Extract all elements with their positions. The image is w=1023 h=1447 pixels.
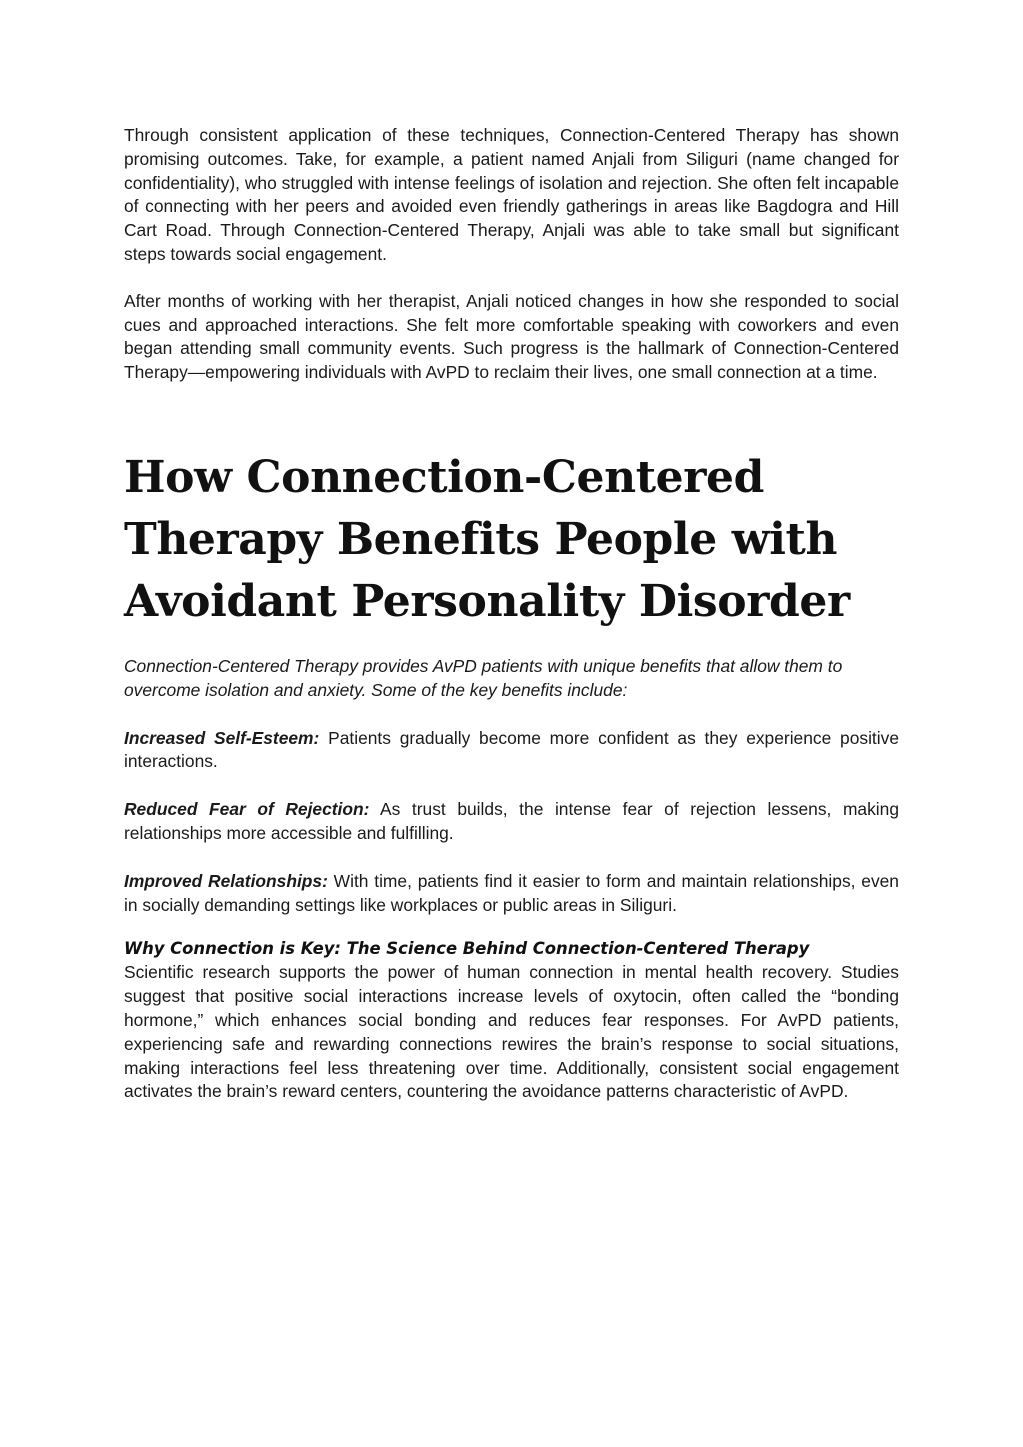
benefit-term: Improved Relationships: [124, 870, 328, 891]
benefit-fear-of-rejection [124, 798, 899, 846]
body-paragraph-anjali-case: Through consistent application of these techniques, Connection-Centered Therapy has shown promising outcomes. Take, for example, a patient named Anjali from Siliguri (name changed for confidentiality), who struggled with intense feelings of isolation and rejection. She often felt incapable of connecting with her peers and avoided even friendly gatherings in areas like Bagdogra and Hill Cart Road. Through Connection-Centered Therapy, Anjali was able to take small but significant steps towards social engagement. [124, 125, 899, 264]
section-intro: Connection-Centered Therapy provides AvPD patients with unique benefits that allow them to overcome isolation and anxiety. Some of the key benefits include: [124, 655, 843, 700]
benefit-term: Reduced Fear of Rejection: [124, 799, 370, 820]
benefit-term: Increased Self-Esteem: [124, 727, 320, 748]
science-subheading: Why Connection is Key: The Science Behind Connection-Centered Therapy [124, 939, 810, 959]
benefit-text: As trust builds, the intense fear of rejection lessens, making relationships more accessible and fulfilling. [124, 799, 900, 843]
science-paragraph: Scientific research supports the power of human connection in mental health recovery. Studies suggest that positive social interactions increase levels of oxytocin, often called the “bonding hormone,” which enhances social bonding and reduces fear responses. For AvPD patients, experiencing safe and rewarding connections rewires the brain’s response to social situations, making interactions feel less threatening over time. Additionally, consistent social engagement activates the brain’s reward centers, countering the avoidance patterns characteristic of AvPD. [124, 962, 899, 1102]
benefit-text: With time, patients find it easier to form and maintain relationships, even in socially demanding settings like workplaces or public areas in Siliguri. [124, 870, 899, 915]
benefit-text: Patients gradually become more confident as they experience positive interactions. [124, 727, 899, 772]
section-heading: How Connection-Centered Therapy Benefits People with Avoidant Personality Disorder [124, 451, 850, 627]
benefit-relationships [124, 870, 899, 918]
body-paragraph-progress: After months of working with her therapist, Anjali noticed changes in how she responded to social cues and approached interactions. She felt more comfortable speaking with coworkers and even began attending small community events. Such progress is the hallmark of Connection-Centered Therapy—empowering individuals with AvPD to reclaim their lives, one small connection at a time. [124, 290, 899, 383]
benefit-self-esteem [124, 727, 899, 775]
document-page [124, 124, 899, 1104]
